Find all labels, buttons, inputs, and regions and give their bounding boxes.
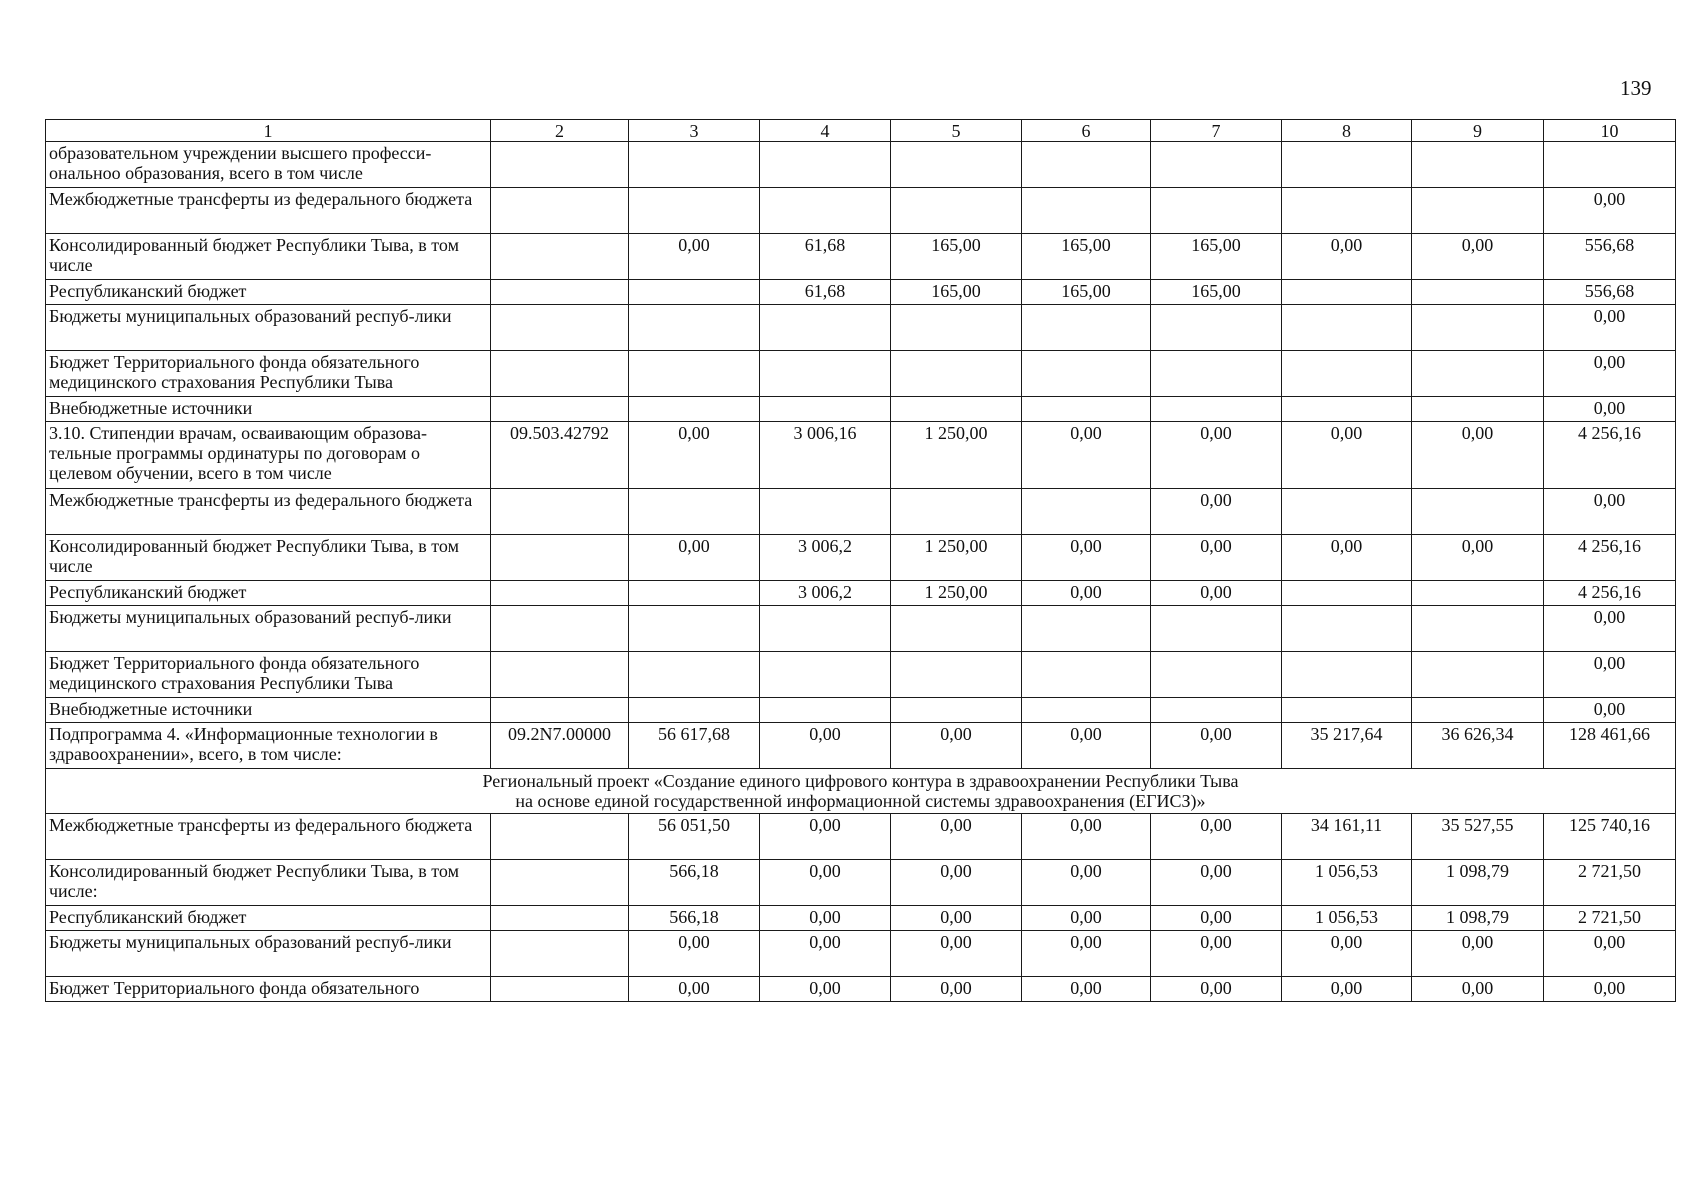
table-row (46, 305, 1676, 351)
value-cell: 2 721,50 (1544, 860, 1676, 906)
value-cell (760, 652, 891, 698)
value-cell (1282, 698, 1412, 723)
value-cell (1282, 606, 1412, 652)
value-cell: 0,00 (891, 906, 1022, 931)
value-cell: 1 250,00 (891, 422, 1022, 489)
value-cell (491, 351, 629, 397)
value-cell (491, 906, 629, 931)
value-cell (491, 977, 629, 1002)
value-cell: 0,00 (1022, 422, 1151, 489)
table-row (46, 351, 1676, 397)
value-cell (891, 397, 1022, 422)
page-number: 139 (1620, 76, 1652, 100)
row-label: Республиканский бюджет (46, 581, 491, 606)
value-cell (1412, 581, 1544, 606)
table-row (46, 422, 1676, 489)
value-cell: 0,00 (1151, 931, 1282, 977)
value-cell (891, 698, 1022, 723)
value-cell: 35 527,55 (1412, 814, 1544, 860)
value-cell (1544, 142, 1676, 188)
value-cell: 0,00 (1151, 906, 1282, 931)
column-header: 6 (1022, 120, 1151, 142)
value-cell: 566,18 (629, 860, 760, 906)
value-cell: 0,00 (1544, 606, 1676, 652)
value-cell (1412, 280, 1544, 305)
value-cell (1412, 698, 1544, 723)
value-cell: 0,00 (760, 906, 891, 931)
value-cell (629, 142, 760, 188)
row-label: Межбюджетные трансферты из федерального бюджета (46, 188, 491, 234)
value-cell: 0,00 (760, 931, 891, 977)
value-cell: 61,68 (760, 234, 891, 280)
value-cell: 1 056,53 (1282, 860, 1412, 906)
value-cell: 0,00 (629, 234, 760, 280)
value-cell: 556,68 (1544, 280, 1676, 305)
value-cell: 0,00 (891, 977, 1022, 1002)
table-row (46, 906, 1676, 931)
value-cell: 1 250,00 (891, 535, 1022, 581)
value-cell (760, 188, 891, 234)
column-header: 3 (629, 120, 760, 142)
value-cell (629, 698, 760, 723)
value-cell: 0,00 (760, 723, 891, 769)
value-cell (1022, 652, 1151, 698)
value-cell (629, 606, 760, 652)
value-cell: 0,00 (1544, 351, 1676, 397)
value-cell: 0,00 (1544, 931, 1676, 977)
row-label: Консолидированный бюджет Республики Тыва, в том числе: (46, 860, 491, 906)
value-cell: 0,00 (629, 931, 760, 977)
value-cell: 09.503.42792 (491, 422, 629, 489)
value-cell: 165,00 (1022, 280, 1151, 305)
value-cell (491, 142, 629, 188)
value-cell (1282, 397, 1412, 422)
value-cell: 4 256,16 (1544, 581, 1676, 606)
value-cell (760, 606, 891, 652)
value-cell (1412, 305, 1544, 351)
value-cell: 566,18 (629, 906, 760, 931)
value-cell (1022, 351, 1151, 397)
value-cell: 0,00 (1412, 234, 1544, 280)
value-cell (1022, 305, 1151, 351)
value-cell (491, 234, 629, 280)
row-label: Бюджет Территориального фонда обязательного (46, 977, 491, 1002)
value-cell (491, 606, 629, 652)
value-cell: 0,00 (1282, 535, 1412, 581)
value-cell (491, 188, 629, 234)
value-cell: 0,00 (629, 422, 760, 489)
value-cell (1412, 142, 1544, 188)
value-cell: 34 161,11 (1282, 814, 1412, 860)
value-cell (1412, 188, 1544, 234)
value-cell: 1 098,79 (1412, 906, 1544, 931)
value-cell (1022, 397, 1151, 422)
value-cell: 128 461,66 (1544, 723, 1676, 769)
value-cell: 0,00 (1022, 581, 1151, 606)
table-row (46, 977, 1676, 1002)
value-cell (1282, 142, 1412, 188)
budget-table-body (46, 120, 1676, 1002)
table-row (46, 489, 1676, 535)
table-row (46, 581, 1676, 606)
table-row (46, 188, 1676, 234)
value-cell: 0,00 (1282, 234, 1412, 280)
column-header: 5 (891, 120, 1022, 142)
value-cell: 0,00 (1151, 814, 1282, 860)
row-label: Межбюджетные трансферты из федерального бюджета (46, 814, 491, 860)
value-cell (1282, 305, 1412, 351)
value-cell: 0,00 (1151, 422, 1282, 489)
table-row (46, 723, 1676, 769)
budget-table (45, 119, 1676, 1002)
value-cell: 0,00 (1412, 535, 1544, 581)
value-cell (1151, 305, 1282, 351)
section-banner-row (46, 769, 1676, 814)
value-cell: 0,00 (1412, 977, 1544, 1002)
row-label: 3.10. Стипендии врачам, осваивающим образова-тельные программы ординатуры по договорам о целевом обучении, всего в том числе (46, 422, 491, 489)
value-cell: 0,00 (1022, 860, 1151, 906)
value-cell (891, 305, 1022, 351)
value-cell: 0,00 (1544, 652, 1676, 698)
value-cell: 3 006,2 (760, 535, 891, 581)
value-cell: 0,00 (760, 814, 891, 860)
value-cell: 125 740,16 (1544, 814, 1676, 860)
value-cell (1412, 489, 1544, 535)
value-cell: 165,00 (1151, 234, 1282, 280)
row-label: Бюджет Территориального фонда обязательного медицинского страхования Республики Тыва (46, 351, 491, 397)
row-label: Межбюджетные трансферты из федерального бюджета (46, 489, 491, 535)
value-cell (1151, 142, 1282, 188)
value-cell: 0,00 (1282, 931, 1412, 977)
value-cell (1282, 652, 1412, 698)
value-cell: 0,00 (1544, 489, 1676, 535)
table-row (46, 814, 1676, 860)
value-cell: 0,00 (1151, 977, 1282, 1002)
row-label: Консолидированный бюджет Республики Тыва, в том числе (46, 234, 491, 280)
section-banner (46, 769, 1676, 814)
value-cell (760, 397, 891, 422)
value-cell (1412, 397, 1544, 422)
value-cell: 0,00 (1151, 723, 1282, 769)
value-cell: 35 217,64 (1282, 723, 1412, 769)
value-cell (891, 606, 1022, 652)
value-cell: 4 256,16 (1544, 535, 1676, 581)
value-cell (891, 142, 1022, 188)
value-cell (1151, 698, 1282, 723)
value-cell: 0,00 (1544, 397, 1676, 422)
row-label: Бюджеты муниципальных образований респуб-лики (46, 606, 491, 652)
value-cell: 1 250,00 (891, 581, 1022, 606)
row-label: Внебюджетные источники (46, 698, 491, 723)
value-cell: 09.2N7.00000 (491, 723, 629, 769)
value-cell: 0,00 (1022, 535, 1151, 581)
column-header: 4 (760, 120, 891, 142)
table-row (46, 652, 1676, 698)
value-cell (1022, 188, 1151, 234)
section-banner-line: Региональный проект «Создание единого цифрового контура в здравоохранении Республики Тыва (482, 771, 1239, 791)
column-header: 7 (1151, 120, 1282, 142)
value-cell: 0,00 (1412, 931, 1544, 977)
value-cell (629, 351, 760, 397)
value-cell (629, 280, 760, 305)
value-cell: 0,00 (1282, 422, 1412, 489)
value-cell (629, 652, 760, 698)
value-cell (1022, 142, 1151, 188)
value-cell (491, 581, 629, 606)
value-cell (1412, 606, 1544, 652)
value-cell (760, 489, 891, 535)
value-cell (1282, 489, 1412, 535)
value-cell (491, 535, 629, 581)
value-cell: 165,00 (891, 280, 1022, 305)
value-cell (891, 188, 1022, 234)
value-cell: 3 006,2 (760, 581, 891, 606)
value-cell (491, 305, 629, 351)
value-cell (629, 489, 760, 535)
value-cell: 0,00 (1151, 489, 1282, 535)
row-label: Подпрограмма 4. «Информационные технологии в здравоохранении», всего, в том числе: (46, 723, 491, 769)
value-cell: 0,00 (1544, 977, 1676, 1002)
value-cell: 0,00 (891, 723, 1022, 769)
value-cell (491, 489, 629, 535)
value-cell: 0,00 (1022, 814, 1151, 860)
value-cell (760, 305, 891, 351)
value-cell (629, 581, 760, 606)
value-cell: 0,00 (1282, 977, 1412, 1002)
value-cell (1151, 397, 1282, 422)
value-cell: 1 098,79 (1412, 860, 1544, 906)
value-cell: 165,00 (891, 234, 1022, 280)
value-cell: 0,00 (891, 860, 1022, 906)
value-cell (629, 397, 760, 422)
value-cell: 36 626,34 (1412, 723, 1544, 769)
value-cell (1022, 489, 1151, 535)
value-cell (1282, 351, 1412, 397)
value-cell (491, 860, 629, 906)
row-label: Бюджеты муниципальных образований респуб-лики (46, 305, 491, 351)
table-row (46, 931, 1676, 977)
value-cell: 165,00 (1022, 234, 1151, 280)
value-cell: 0,00 (1151, 535, 1282, 581)
value-cell (629, 188, 760, 234)
value-cell (760, 142, 891, 188)
column-header: 10 (1544, 120, 1676, 142)
value-cell: 56 051,50 (629, 814, 760, 860)
table-row (46, 698, 1676, 723)
value-cell: 0,00 (1412, 422, 1544, 489)
value-cell (1151, 351, 1282, 397)
value-cell (1151, 188, 1282, 234)
value-cell (629, 305, 760, 351)
section-banner-line: на основе единой государственной информационной системы здравоохранения (ЕГИСЗ)» (515, 791, 1206, 811)
value-cell: 165,00 (1151, 280, 1282, 305)
value-cell: 0,00 (760, 977, 891, 1002)
table-row (46, 142, 1676, 188)
value-cell (491, 698, 629, 723)
value-cell: 0,00 (1022, 723, 1151, 769)
row-label: Бюджет Территориального фонда обязательного медицинского страхования Республики Тыва (46, 652, 491, 698)
value-cell (760, 351, 891, 397)
value-cell (760, 698, 891, 723)
value-cell (491, 814, 629, 860)
value-cell: 0,00 (1544, 188, 1676, 234)
value-cell: 0,00 (760, 860, 891, 906)
value-cell: 2 721,50 (1544, 906, 1676, 931)
value-cell: 0,00 (629, 977, 760, 1002)
value-cell (1022, 606, 1151, 652)
value-cell (491, 397, 629, 422)
value-cell: 61,68 (760, 280, 891, 305)
column-header: 2 (491, 120, 629, 142)
table-row (46, 860, 1676, 906)
table-row (46, 606, 1676, 652)
value-cell: 3 006,16 (760, 422, 891, 489)
value-cell (1151, 606, 1282, 652)
value-cell (1282, 280, 1412, 305)
value-cell (1151, 652, 1282, 698)
value-cell: 0,00 (1151, 581, 1282, 606)
value-cell (891, 489, 1022, 535)
value-cell: 0,00 (891, 814, 1022, 860)
table-row (46, 535, 1676, 581)
value-cell: 0,00 (891, 931, 1022, 977)
table-row (46, 234, 1676, 280)
row-label: образовательном учреждении высшего професси-ональноо образования, всего в том числе (46, 142, 491, 188)
table-row (46, 397, 1676, 422)
value-cell (1412, 351, 1544, 397)
value-cell (891, 351, 1022, 397)
value-cell: 0,00 (1151, 860, 1282, 906)
value-cell (491, 652, 629, 698)
column-header: 8 (1282, 120, 1412, 142)
column-header: 9 (1412, 120, 1544, 142)
value-cell: 0,00 (1544, 698, 1676, 723)
column-header: 1 (46, 120, 491, 142)
value-cell: 1 056,53 (1282, 906, 1412, 931)
value-cell: 0,00 (1022, 977, 1151, 1002)
value-cell (1022, 698, 1151, 723)
value-cell (891, 652, 1022, 698)
value-cell: 0,00 (1022, 931, 1151, 977)
row-label: Республиканский бюджет (46, 906, 491, 931)
column-number-row (46, 120, 1676, 142)
value-cell: 556,68 (1544, 234, 1676, 280)
value-cell (1282, 188, 1412, 234)
value-cell: 0,00 (629, 535, 760, 581)
row-label: Бюджеты муниципальных образований респуб-лики (46, 931, 491, 977)
value-cell: 56 617,68 (629, 723, 760, 769)
value-cell (491, 931, 629, 977)
row-label: Внебюджетные источники (46, 397, 491, 422)
value-cell (1282, 581, 1412, 606)
value-cell (491, 280, 629, 305)
table-row (46, 280, 1676, 305)
value-cell: 0,00 (1022, 906, 1151, 931)
value-cell (1412, 652, 1544, 698)
row-label: Консолидированный бюджет Республики Тыва, в том числе (46, 535, 491, 581)
value-cell: 0,00 (1544, 305, 1676, 351)
row-label: Республиканский бюджет (46, 280, 491, 305)
value-cell: 4 256,16 (1544, 422, 1676, 489)
